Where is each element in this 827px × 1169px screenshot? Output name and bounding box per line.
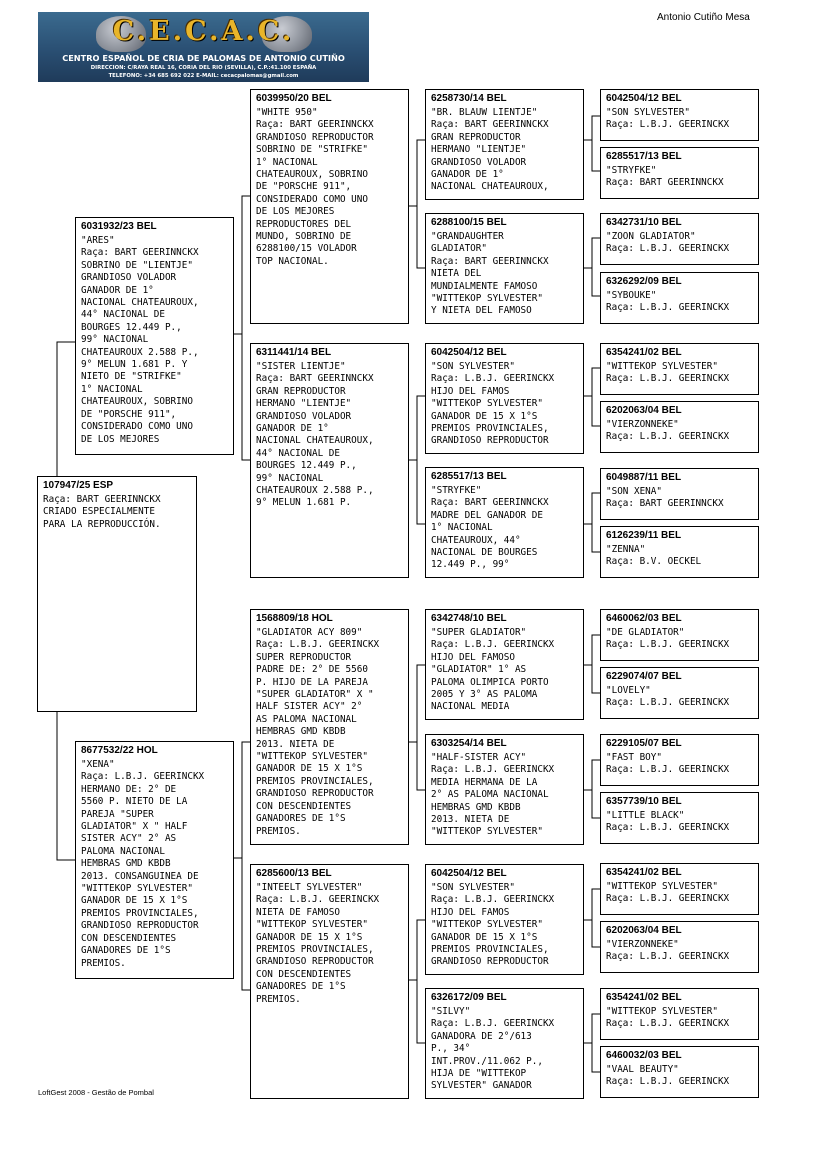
pigeon-description: "FAST BOY" Raça: L.B.J. GEERINCKX [606, 752, 730, 776]
ring-number: 6285517/13 BEL [606, 151, 682, 162]
ring-number: 6049887/11 BEL [606, 472, 682, 483]
pigeon-description: Raça: BART GEERINNCKX CRIADO ESPECIALMENTE PARA LA REPRODUCCIÓN. [43, 494, 161, 530]
ring-number: 6354241/02 BEL [606, 867, 682, 878]
pedigree-box-gen3 [425, 734, 584, 845]
pedigree-box-sire [75, 217, 234, 455]
pedigree-box-gen2 [250, 864, 409, 1099]
pigeon-description: "SON SYLVESTER" Raça: L.B.J. GEERINCKX HIJO DEL FAMOS "WITTEKOP SYLVESTER" GANADOR DE 15 X 1°S PREMIOS PROVINCIALES, GRANDIOSO REPRODUCTOR [431, 361, 555, 447]
pedigree-box-gen3 [425, 988, 584, 1099]
pedigree-box-gen4 [600, 401, 759, 453]
ring-number: 6460032/03 BEL [606, 1050, 682, 1061]
software-footer: LoftGest 2008 - Gestão de Pombal [38, 1088, 154, 1097]
pedigree-box-gen4 [600, 921, 759, 973]
ring-number: 6285517/13 BEL [431, 471, 507, 482]
pigeon-description: "LOVELY" Raça: L.B.J. GEERINCKX [606, 685, 730, 709]
pigeon-description: "GRANDAUGHTER GLADIATOR" Raça: BART GEERINNCKX NIETA DEL MUNDIALMENTE FAMOSO "WITTEKOP SYLVESTER" Y NIETA DEL FAMOSO [431, 231, 549, 317]
ring-number: 6354241/02 BEL [606, 347, 682, 358]
pigeon-description: "VIERZONNEKE" Raça: L.B.J. GEERINCKX [606, 939, 730, 963]
ring-number: 6311441/14 BEL [256, 347, 332, 358]
logo-contact: TELEFONO: +34 685 692 022 E-MAIL: cecacpalomas@gmail.com [108, 73, 299, 79]
pigeon-description: "VAAL BEAUTY" Raça: L.B.J. GEERINCKX [606, 1064, 730, 1088]
ring-number: 6202063/04 BEL [606, 925, 682, 936]
pedigree-box-gen4 [600, 213, 759, 265]
ring-number: 107947/25 ESP [43, 480, 114, 491]
pigeon-description: "XENA" Raça: L.B.J. GEERINCKX HERMANO DE: 2° DE 5560 P. NIETO DE LA PAREJA "SUPER GLADIATOR" X " HALF SISTER ACY" 2° AS PALOMA NACIONAL HEMBRAS GMD KBDB 2013. CONSANGUINEA DE "WITTEKOP SYLVESTER" GANADOR DE 15 X 1°S PREMIOS PROVINCIALES, GRANDIOSO REPRODUCTOR CON DESCENDIENTES GANADORES DE 1°S PREMIOS. [81, 759, 205, 969]
pedigree-box-gen4 [600, 667, 759, 719]
ring-number: 6042504/12 BEL [606, 93, 682, 104]
ring-number: 6126239/11 BEL [606, 530, 682, 541]
pedigree-box-gen2 [250, 89, 409, 324]
ring-number: 6039950/20 BEL [256, 93, 332, 104]
pigeon-description: "VIERZONNEKE" Raça: L.B.J. GEERINCKX [606, 419, 730, 443]
pedigree-box-gen3 [425, 864, 584, 975]
logo-title: C.E.C.A.C. [112, 16, 295, 47]
pedigree-box-gen4 [600, 609, 759, 661]
pigeon-description: "SYBOUKE" Raça: L.B.J. GEERINCKX [606, 290, 730, 314]
pigeon-description: "SON SYLVESTER" Raça: L.B.J. GEERINCKX [606, 107, 730, 131]
pedigree-box-gen4 [600, 343, 759, 395]
pedigree-box-gen4 [600, 863, 759, 915]
pigeon-description: "ZOON GLADIATOR" Raça: L.B.J. GEERINCKX [606, 231, 730, 255]
ring-number: 6042504/12 BEL [431, 347, 507, 358]
pigeon-description: "GLADIATOR ACY 809" Raça: L.B.J. GEERINCKX SUPER REPRODUCTOR PADRE DE: 2° DE 5560 P. HIJO DE LA PAREJA "SUPER GLADIATOR" X " HALF SISTER ACY" 2° AS PALOMA NACIONAL HEMBRAS GMD KBDB 2013. NIETA DE "WITTEKOP SYLVESTER" GANADOR DE 15 X 1°S PREMIOS PROVINCIALES, GRANDIOSO REPRODUCTOR CON DESCENDIENTES GANADORES DE 1°S PREMIOS. [256, 627, 380, 837]
owner-name: Antonio Cutiño Mesa [657, 12, 750, 23]
pigeon-description: "STRYFKE" Raça: BART GEERINNCKX MADRE DEL GANADOR DE 1° NACIONAL CHATEAUROUX, 44° NACIONAL DE BOURGES 12.449 P., 99° [431, 485, 549, 571]
pedigree-box-gen3 [425, 609, 584, 720]
ring-number: 6357739/10 BEL [606, 796, 682, 807]
pedigree-box-gen4 [600, 1046, 759, 1098]
ring-number: 6031932/23 BEL [81, 221, 157, 232]
pedigree-box-gen3 [425, 213, 584, 324]
pedigree-box-gen2 [250, 343, 409, 578]
pigeon-description: "HALF-SISTER ACY" Raça: L.B.J. GEERINCKX MEDIA HERMANA DE LA 2° AS PALOMA NACIONAL HEMBRAS GMD KBDB 2013. NIETA DE "WITTEKOP SYLVESTER" [431, 752, 555, 838]
ring-number: 6326172/09 BEL [431, 992, 507, 1003]
pedigree-box-gen3 [425, 343, 584, 454]
pigeon-description: "LITTLE BLACK" Raça: L.B.J. GEERINCKX [606, 810, 730, 834]
pedigree-box-gen3 [425, 89, 584, 200]
ring-number: 6288100/15 BEL [431, 217, 507, 228]
pedigree-box-gen2 [250, 609, 409, 845]
pigeon-description: "SISTER LIENTJE" Raça: BART GEERINNCKX GRAN REPRODUCTOR HERMANO "LIENTJE" GRANDIOSO VOLADOR GANADOR DE 1° NACIONAL CHATEAUROUX, 44° NACIONAL DE BOURGES 12.449 P., 99° NACIONAL CHATEAUROUX 2.588 P., 9° MELUN 1.681 P. [256, 361, 374, 509]
ring-number: 8677532/22 HOL [81, 745, 158, 756]
pigeon-description: "INTEELT SYLVESTER" Raça: L.B.J. GEERINCKX NIETA DE FAMOSO "WITTEKOP SYLVESTER" GANADOR DE 15 X 1°S PREMIOS PROVINCIALES, GRANDIOSO REPRODUCTOR CON DESCENDIENTES GANADORES DE 1°S PREMIOS. [256, 882, 380, 1005]
ring-number: 1568809/18 HOL [256, 613, 333, 624]
pigeon-description: "WITTEKOP SYLVESTER" Raça: L.B.J. GEERINCKX [606, 881, 730, 905]
pedigree-box-gen4 [600, 988, 759, 1040]
logo-address: DIRECCION: C/RAYA REAL 16, CORIA DEL RIO (SEVILLA), C.P.:41.100 ESPAÑA [90, 65, 317, 71]
pigeon-description: "ARES" Raça: BART GEERINNCKX SOBRINO DE "LIENTJE" GRANDIOSO VOLADOR GANADOR DE 1° NACIONAL CHATEAUROUX, 44° NACIONAL DE BOURGES 12.449 P., 99° NACIONAL CHATEAUROUX 2.588 P., 9° MELUN 1.681 P. Y NIETO DE "STRIFKE" 1° NACIONAL CHATEAUROUX, SOBRINO DE "PORSCHE 911", CONSIDERADO COMO UNO DE LOS MEJORES [81, 235, 199, 445]
pigeon-description: "DE GLADIATOR" Raça: L.B.J. GEERINCKX [606, 627, 730, 651]
pigeon-description: "WITTEKOP SYLVESTER" Raça: L.B.J. GEERINCKX [606, 361, 730, 385]
pigeon-description: "WHITE 950" Raça: BART GEERINNCKX GRANDIOSO REPRODUCTOR SOBRINO DE "STRIFKE" 1° NACIONAL CHATEAUROUX, SOBRINO DE "PORSCHE 911", CONSIDERADO COMO UNO DE LOS MEJORES REPRODUCTORES DEL MUNDO, SOBRINO DE 6288100/15 VOLADOR TOP NACIONAL. [256, 107, 374, 267]
ring-number: 6229105/07 BEL [606, 738, 682, 749]
ring-number: 6285600/13 BEL [256, 868, 332, 879]
pedigree-box-gen4 [600, 89, 759, 141]
ring-number: 6354241/02 BEL [606, 992, 682, 1003]
pigeon-description: "SUPER GLADIATOR" Raça: L.B.J. GEERINCKX HIJO DEL FAMOSO "GLADIATOR" 1° AS PALOMA OLIMPICA PORTO 2005 Y 3° AS PALOMA NACIONAL MEDIA [431, 627, 555, 713]
ring-number: 6460062/03 BEL [606, 613, 682, 624]
pigeon-description: "SILVY" Raça: L.B.J. GEERINCKX GANADORA DE 2°/613 P., 34° INT.PROV./11.062 P., HIJA DE "WITTEKOP SYLVESTER" GANADOR [431, 1006, 555, 1092]
ring-number: 6326292/09 BEL [606, 276, 682, 287]
pedigree-box-gen4 [600, 272, 759, 324]
pigeon-description: "WITTEKOP SYLVESTER" Raça: L.B.J. GEERINCKX [606, 1006, 730, 1030]
pedigree-box-gen3 [425, 467, 584, 578]
ring-number: 6303254/14 BEL [431, 738, 507, 749]
pedigree-box-gen4 [600, 147, 759, 199]
pigeon-description: "ZENNA" Raça: B.V. OECKEL [606, 544, 702, 568]
pedigree-box-gen4 [600, 468, 759, 520]
pedigree-box-gen4 [600, 526, 759, 578]
ring-number: 6042504/12 BEL [431, 868, 507, 879]
pedigree-box-subject [37, 476, 197, 712]
pigeon-description: "BR. BLAUW LIENTJE" Raça: BART GEERINNCKX GRAN REPRODUCTOR HERMANO "LIENTJE" GRANDIOSO VOLADOR GANADOR DE 1° NACIONAL CHATEAUROUX, [431, 107, 549, 193]
pigeon-description: "STRYFKE" Raça: BART GEERINNCKX [606, 165, 724, 189]
pedigree-box-gen4 [600, 792, 759, 844]
pedigree-box-dam [75, 741, 234, 979]
pedigree-box-gen4 [600, 734, 759, 786]
ring-number: 6229074/07 BEL [606, 671, 682, 682]
ring-number: 6258730/14 BEL [431, 93, 507, 104]
ring-number: 6342731/10 BEL [606, 217, 682, 228]
logo-subtitle: CENTRO ESPAÑOL DE CRIA DE PALOMAS DE ANTONIO CUTIÑO [62, 53, 345, 63]
ring-number: 6202063/04 BEL [606, 405, 682, 416]
pigeon-description: "SON XENA" Raça: BART GEERINNCKX [606, 486, 724, 510]
ring-number: 6342748/10 BEL [431, 613, 507, 624]
pigeon-description: "SON SYLVESTER" Raça: L.B.J. GEERINCKX HIJO DEL FAMOS "WITTEKOP SYLVESTER" GANADOR DE 15 X 1°S PREMIOS PROVINCIALES, GRANDIOSO REPRODUCTOR [431, 882, 555, 968]
